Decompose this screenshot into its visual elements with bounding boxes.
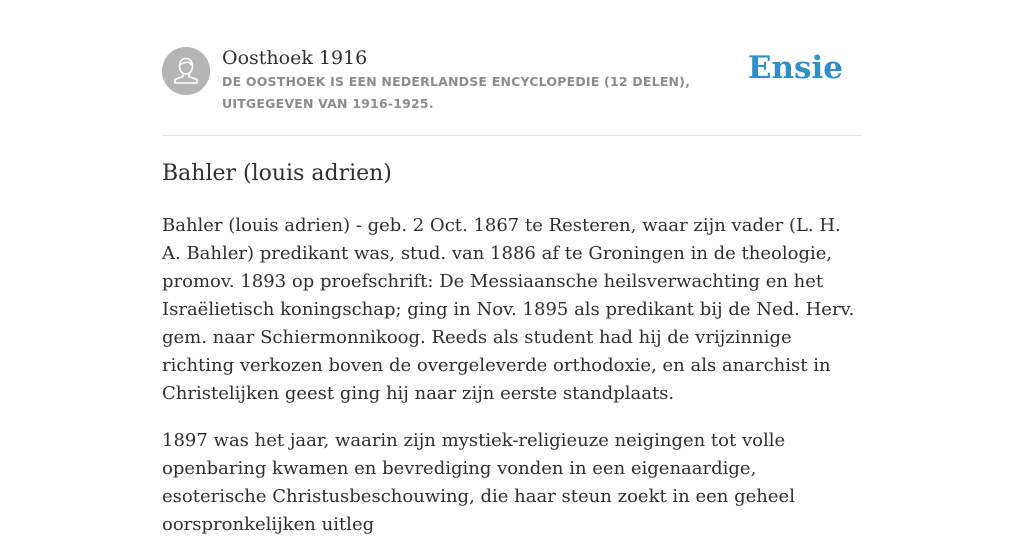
article-title: Bahler (louis adrien) (162, 161, 392, 186)
user-icon[interactable] (162, 47, 210, 95)
source-header (162, 0, 862, 136)
source-info (222, 45, 762, 115)
source-title[interactable]: Oosthoek 1916 (222, 47, 368, 69)
page-container (162, 0, 862, 535)
source-description: DE OOSTHOEK IS EEN NEDERLANDSE ENCYCLOPEDIE (12 DELEN), UITGEGEVEN VAN 1916-1925. (222, 74, 691, 111)
article-body (162, 212, 862, 558)
article-paragraph: Bahler (louis adrien) - geb. 2 Oct. 1867 te Resteren, waar zijn vader (L. H. A. Bahler) predikant was, stud. van 1886 af te Groningen in de theologie, promov. 1893 op proefschrift: De Messiaansche heilsverwachting en het Israëlietisch koningschap; ging in Nov. 1895 als predikant bij de Ned. Herv. gem. naar Schiermonnikoog. Reeds als student had hij de vrijzinnige richting verkozen boven de overgeleverde orthodoxie, en als anarchist in Christelijken geest ging hij naar zijn eerste standplaats. (162, 215, 855, 404)
article-paragraph: 1897 was het jaar, waarin zijn mystiek-religieuze neigingen tot volle openbaring kwamen en bevrediging vonden in een eigenaardige, esoterische Christusbeschouwing, die haar steun zoekt in een geheel oorspronkelijken uitleg (162, 430, 795, 535)
brand-logo-link[interactable]: Ensie (747, 50, 843, 86)
